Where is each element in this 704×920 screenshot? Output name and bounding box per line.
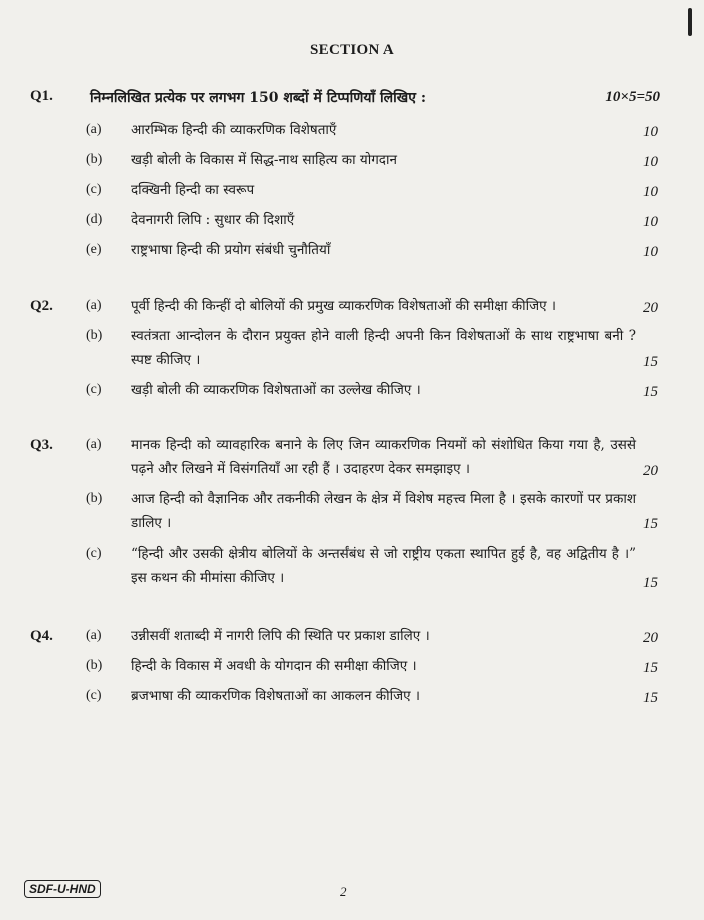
- q2-part-c-text: खड़ी बोली की व्याकरणिक विशेषताओं का उल्लेख कीजिए ।: [131, 382, 421, 398]
- q4-part-b-marks: 15: [643, 660, 658, 676]
- question-1-instruction: निम्नलिखित प्रत्येक पर लगभग 150 शब्दों में टिप्पणियाँ लिखिए :: [90, 90, 426, 106]
- paper-code: SDF-U-HND: [24, 880, 101, 898]
- q1-part-c-text: दक्खिनी हिन्दी का स्वरूप: [131, 182, 255, 198]
- q1-part-c-letter: (c): [86, 182, 102, 197]
- q2-part-c-letter: (c): [86, 382, 102, 397]
- q1-part-d-letter: (d): [86, 212, 103, 227]
- q3-part-b-marks: 15: [643, 516, 658, 532]
- question-1-total-marks: 10×5=50: [605, 89, 660, 105]
- q1-part-a-marks: 10: [643, 124, 658, 140]
- q2-part-a-text: पूर्वी हिन्दी की किन्हीं दो बोलियों की प्रमुख व्याकरणिक विशेषताओं की समीक्षा कीजिए ।: [131, 298, 557, 314]
- page-number: 2: [340, 884, 347, 899]
- question-3-number: Q3.: [30, 437, 53, 453]
- margin-mark: [688, 8, 692, 36]
- q2-part-b-marks: 15: [643, 354, 658, 370]
- q1-part-b-marks: 10: [643, 154, 658, 170]
- question-2-number: Q2.: [30, 298, 53, 314]
- q2-part-c-marks: 15: [643, 384, 658, 400]
- section-title: SECTION A: [310, 42, 394, 58]
- q1-part-a-letter: (a): [86, 122, 102, 137]
- q4-part-a-text: उन्नीसवीं शताब्दी में नागरी लिपि की स्थिति पर प्रकाश डालिए ।: [131, 628, 430, 644]
- q1-part-d-marks: 10: [643, 214, 658, 230]
- q3-part-b-letter: (b): [86, 491, 103, 506]
- q3-part-c-letter: (c): [86, 546, 102, 561]
- q1-part-b-text: खड़ी बोली के विकास में सिद्ध-नाथ साहित्य का योगदान: [131, 152, 397, 168]
- q3-part-a-marks: 20: [643, 463, 658, 479]
- q3-part-c-marks: 15: [643, 575, 658, 591]
- q2-part-a-marks: 20: [643, 300, 658, 316]
- q1-part-d-text: देवनागरी लिपि : सुधार की दिशाएँ: [131, 212, 295, 228]
- q2-part-b-text: स्वतंत्रता आन्दोलन के दौरान प्रयुक्त होने वाली हिन्दी अपनी किन विशेषताओं के साथ राष्ट्रभाषा बनी ? स्पष्ट कीजिए ।: [131, 328, 636, 368]
- q3-part-b-text: आज हिन्दी को वैज्ञानिक और तकनीकी लेखन के क्षेत्र में विशेष महत्त्व मिला है । इसके कारणों पर प्रकाश डालिए ।: [131, 491, 636, 531]
- q3-part-a-text: मानक हिन्दी को व्यावहारिक बनाने के लिए जिन व्याकरणिक नियमों को संशोधित किया गया है, उससे पढ़ने और लिखने में विसंगतियाँ आ रही हैं । उदाहरण देकर समझाइए ।: [131, 437, 636, 477]
- q4-part-b-text: हिन्दी के विकास में अवधी के योगदान की समीक्षा कीजिए ।: [131, 658, 417, 674]
- q3-part-c-text: “हिन्दी और उसकी क्षेत्रीय बोलियों के अन्तर्संबंध से जो राष्ट्रीय एकता स्थापित हुई है, वह अद्वितीय है ।” इस कथन की मीमांसा कीजिए ।: [131, 546, 636, 586]
- q4-part-c-letter: (c): [86, 688, 102, 703]
- question-1-number: Q1.: [30, 88, 53, 104]
- q4-part-c-text: ब्रजभाषा की व्याकरणिक विशेषताओं का आकलन कीजिए ।: [131, 688, 420, 704]
- q1-part-e-letter: (e): [86, 242, 102, 257]
- q4-part-c-marks: 15: [643, 690, 658, 706]
- q1-part-b-letter: (b): [86, 152, 103, 167]
- q4-part-a-marks: 20: [643, 630, 658, 646]
- question-4-number: Q4.: [30, 628, 53, 644]
- q1-part-c-marks: 10: [643, 184, 658, 200]
- q1-part-e-text: राष्ट्रभाषा हिन्दी की प्रयोग संबंधी चुनौतियाँ: [131, 242, 331, 258]
- q2-part-b-letter: (b): [86, 328, 103, 343]
- q4-part-a-letter: (a): [86, 628, 102, 643]
- q4-part-b-letter: (b): [86, 658, 103, 673]
- q1-part-e-marks: 10: [643, 244, 658, 260]
- q3-part-a-letter: (a): [86, 437, 102, 452]
- q1-part-a-text: आरम्भिक हिन्दी की व्याकरणिक विशेषताएँ: [131, 122, 337, 138]
- q2-part-a-letter: (a): [86, 298, 102, 313]
